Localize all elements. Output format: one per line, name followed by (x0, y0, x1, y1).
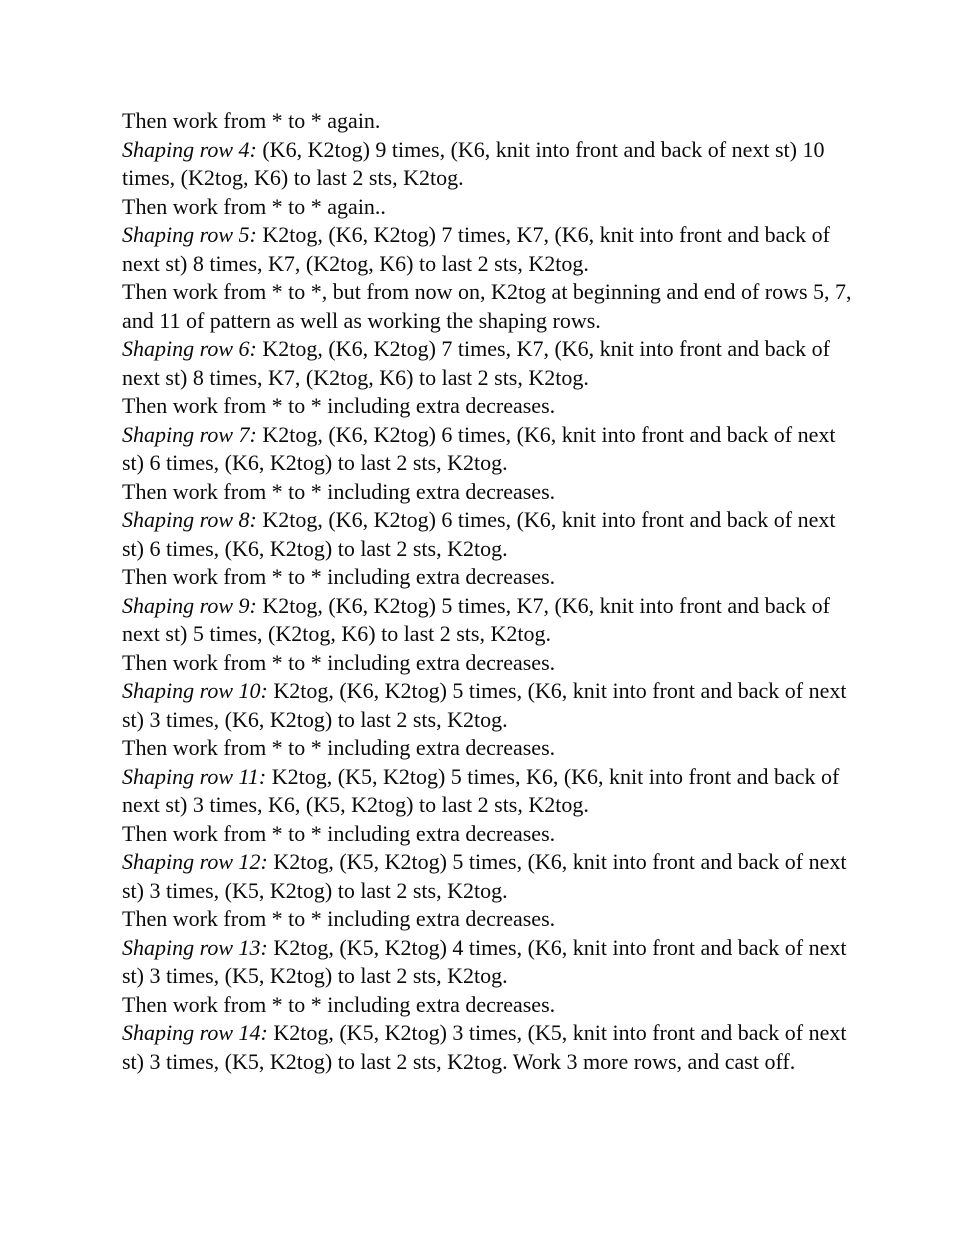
shaping-row-paragraph (122, 335, 858, 392)
shaping-row-paragraph (122, 848, 858, 905)
instruction-paragraph (122, 563, 858, 592)
instruction-paragraph (122, 478, 858, 507)
paragraph-text: Then work from * to * including extra decreases. (122, 649, 556, 675)
paragraph-text: Then work from * to * including extra decreases. (122, 478, 556, 504)
paragraph-text: (K6, K2tog) 9 times, (K6, knit into front and back of next st) 10 times, (K2tog, K6) to last 2 sts, K2tog. (122, 136, 825, 190)
paragraph-text: Then work from * to * again.. (122, 193, 386, 219)
shaping-row-paragraph (122, 1019, 858, 1076)
shaping-row-label: Shaping row 10: (122, 678, 268, 703)
paragraph-text: Then work from * to *, but from now on, K2tog at beginning and end of rows 5, 7, and 11 of pattern as well as working the shaping rows. (122, 279, 852, 333)
shaping-row-paragraph (122, 221, 858, 278)
knitting-pattern-text (122, 107, 858, 1076)
shaping-row-paragraph (122, 136, 858, 193)
instruction-paragraph (122, 820, 858, 849)
paragraph-text: K2tog, (K5, K2tog) 5 times, (K6, knit into front and back of next st) 3 times, (K5, K2tog) to last 2 sts, K2tog. (122, 849, 847, 903)
shaping-row-paragraph (122, 677, 858, 734)
shaping-row-label: Shaping row 9: (122, 592, 257, 618)
instruction-paragraph (122, 649, 858, 678)
shaping-row-paragraph (122, 934, 858, 991)
shaping-row-label: Shaping row 12: (122, 849, 268, 874)
paragraph-text: Then work from * to * including extra decreases. (122, 991, 556, 1017)
shaping-row-label: Shaping row 7: (122, 421, 257, 447)
paragraph-text: K2tog, (K6, K2tog) 6 times, (K6, knit into front and back of next st) 6 times, (K6, K2tog) to last 2 sts, K2tog. (122, 507, 836, 561)
paragraph-text: K2tog, (K5, K2tog) 3 times, (K5, knit into front and back of next st) 3 times, (K5, K2tog) to last 2 sts, K2tog. Work 3 more rows, and cast off. (122, 1020, 847, 1074)
paragraph-text: K2tog, (K6, K2tog) 7 times, K7, (K6, knit into front and back of next st) 8 times, K7, (K2tog, K6) to last 2 sts, K2tog. (122, 222, 830, 276)
shaping-row-label: Shaping row 11: (122, 763, 267, 789)
instruction-paragraph (122, 905, 858, 934)
instruction-paragraph (122, 734, 858, 763)
shaping-row-paragraph (122, 421, 858, 478)
instruction-paragraph (122, 193, 858, 222)
paragraph-text: K2tog, (K5, K2tog) 5 times, K6, (K6, knit into front and back of next st) 3 times, K6, (K5, K2tog) to last 2 sts, K2tog. (122, 763, 840, 817)
shaping-row-label: Shaping row 5: (122, 222, 257, 247)
shaping-row-label: Shaping row 14: (122, 1020, 268, 1045)
paragraph-text: Then work from * to * including extra decreases. (122, 820, 556, 846)
paragraph-text: Then work from * to * including extra decreases. (122, 906, 556, 931)
shaping-row-paragraph (122, 763, 858, 820)
shaping-row-paragraph (122, 506, 858, 563)
paragraph-text: Then work from * to * again. (122, 108, 381, 133)
instruction-paragraph (122, 107, 858, 136)
shaping-row-label: Shaping row 4: (122, 136, 257, 162)
paragraph-text: K2tog, (K6, K2tog) 7 times, K7, (K6, knit into front and back of next st) 8 times, K7, (K2tog, K6) to last 2 sts, K2tog. (122, 336, 830, 390)
paragraph-text: K2tog, (K6, K2tog) 5 times, K7, (K6, knit into front and back of next st) 5 times, (K2tog, K6) to last 2 sts, K2tog. (122, 592, 830, 646)
shaping-row-label: Shaping row 13: (122, 934, 268, 960)
paragraph-text: Then work from * to * including extra decreases. (122, 564, 556, 589)
instruction-paragraph (122, 278, 858, 335)
paragraph-text: Then work from * to * including extra decreases. (122, 735, 556, 760)
paragraph-text: K2tog, (K6, K2tog) 6 times, (K6, knit into front and back of next st) 6 times, (K6, K2tog) to last 2 sts, K2tog. (122, 421, 836, 475)
shaping-row-paragraph (122, 592, 858, 649)
paragraph-text: K2tog, (K5, K2tog) 4 times, (K6, knit into front and back of next st) 3 times, (K5, K2tog) to last 2 sts, K2tog. (122, 934, 847, 988)
paragraph-text: K2tog, (K6, K2tog) 5 times, (K6, knit into front and back of next st) 3 times, (K6, K2tog) to last 2 sts, K2tog. (122, 678, 847, 732)
shaping-row-label: Shaping row 8: (122, 507, 257, 532)
instruction-paragraph (122, 991, 858, 1020)
instruction-paragraph (122, 392, 858, 421)
shaping-row-label: Shaping row 6: (122, 336, 257, 361)
paragraph-text: Then work from * to * including extra decreases. (122, 393, 556, 418)
